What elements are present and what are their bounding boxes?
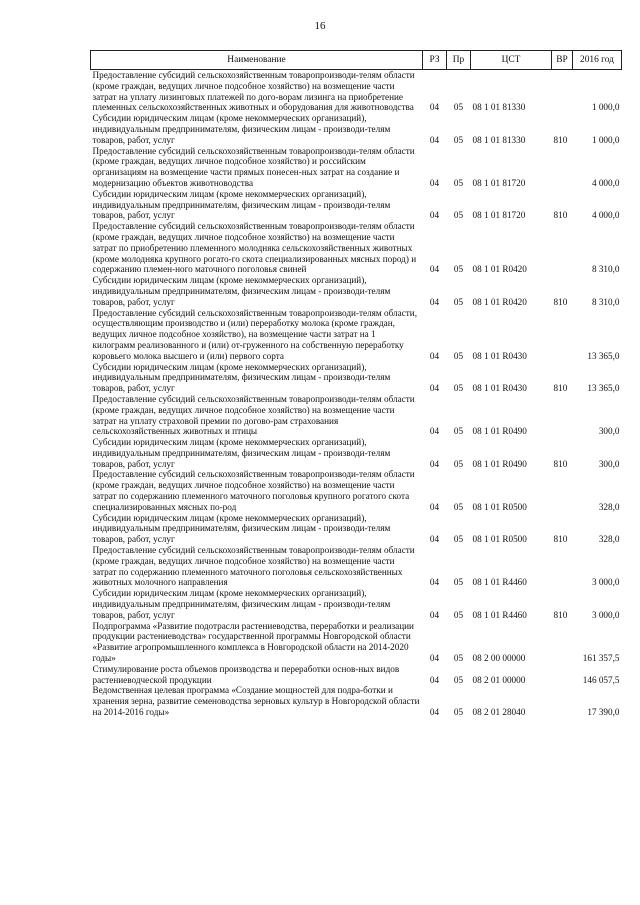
table-row [91,308,622,362]
row-cst: 08 1 01 R0430 [472,350,527,361]
row-vr [552,621,573,664]
row-vr [552,308,573,362]
row-name: Субсидии юридическим лицам (кроме некоммерческих организаций), индивидуальным предпринимателям, физическим лицам - производи-телям товаров, работ, услуг [92,113,391,145]
table-row [91,362,622,394]
row-cst: 08 1 01 R0490 [472,426,527,437]
row-cst: 08 1 01 81720 [472,177,526,188]
row-amount: 13 365,0 [587,350,620,361]
row-vr [552,70,573,114]
row-rz: 04 [429,674,440,685]
table-row [91,545,622,588]
row-amount: 161 357,5 [582,653,620,664]
row-rz: 04 [429,134,440,145]
header-pr: Пр [447,51,471,70]
row-cst: 08 2 01 00000 [472,674,526,685]
row-amount: 300,0 [598,458,620,469]
row-rz: 04 [429,534,440,545]
row-cst: 08 1 01 R0490 [472,458,527,469]
row-cst: 08 1 01 R0430 [472,383,527,394]
row-vr: 810 [553,609,568,620]
table-row [91,437,622,469]
row-name: Субсидии юридическим лицам (кроме некоммерческих организаций), индивидуальным предпринимателям, физическим лицам - производи-телям товаров, работ, услуг [92,275,391,307]
row-pr: 05 [453,674,464,685]
row-pr: 05 [453,177,464,188]
row-vr: 810 [553,383,568,394]
row-name: Предоставление субсидий сельскохозяйственным товаропроизводи-телям области (кроме граждан, ведущих личное подсобное хозяйство) на возмещение части затрат по приобретению племенного молодняка сельскохозяйственных животных (кроме молодняка крупного рогато-го скота специализированных мясных пород) и содержанию племен-ного маточного поголовья свиней [92,221,417,275]
row-name: Предоставление субсидий сельскохозяйственным товаропроизводи-телям области (кроме граждан, ведущих личное подсобное хозяйство) и российским организациям на возмещение части прямых понесен-ных затрат на создание и модернизацию объектов животноводства [92,145,415,188]
row-name: Стимулирование роста объемов производства и переработки основ-ных видов растениеводческой продукции [92,663,400,685]
row-cst: 08 1 01 R0500 [472,501,527,512]
row-pr: 05 [453,102,464,113]
row-name: Субсидии юридическим лицам (кроме некоммерческих организаций), индивидуальным предпринимателям, физическим лицам - производи-телям товаров, работ, услуг [92,361,391,394]
row-rz: 04 [429,707,440,718]
row-name: Ведомственная целевая программа «Создание мощностей для подра-ботки и хранения зерна, развитие семеноводства зерновых культур в Новгородской области на 2014-2016 годы» [92,685,420,718]
row-pr: 05 [453,577,464,588]
table-row [91,189,622,221]
row-amount: 3 000,0 [591,577,620,588]
row-name: Субсидии юридическим лицам (кроме некоммерческих организаций), индивидуальным предпринимателям, физическим лицам - производи-телям товаров, работ, услуг [92,188,391,221]
header-vr: ВР [552,51,573,70]
row-pr: 05 [453,501,464,512]
row-rz: 04 [429,350,440,361]
row-vr [552,394,573,437]
row-cst: 08 1 01 R4460 [472,609,527,620]
row-rz: 04 [429,609,440,620]
row-name: Субсидии юридическим лицам (кроме некоммерческих организаций), индивидуальным предпринимателям, физическим лицам - производи-телям товаров, работ, услуг [92,512,391,545]
table-row [91,275,622,307]
row-cst: 08 2 01 28040 [472,707,526,718]
header-name: Наименование [91,51,423,70]
row-pr: 05 [453,426,464,437]
table-header-row [91,51,622,70]
row-amount: 1 000,0 [591,134,620,145]
row-vr: 810 [553,534,568,545]
row-amount: 3 000,0 [591,609,620,620]
row-name: Субсидии юридическим лицам (кроме некоммерческих организаций), индивидуальным предпринимателям, физическим лицам - производи-телям товаров, работ, услуг [92,588,391,620]
row-amount: 13 365,0 [587,383,620,394]
table-row [91,588,622,620]
row-rz: 04 [429,177,440,188]
table-row [91,621,622,664]
header-amount: 2016 год [573,51,622,70]
row-vr [552,664,573,686]
row-cst: 08 1 01 R0420 [472,296,527,307]
header-rz: РЗ [423,51,447,70]
table-row [91,146,622,189]
row-vr: 810 [553,134,568,145]
row-vr: 810 [553,458,568,469]
row-name: Подпрограмма «Развитие подотрасли растениеводства, переработки и реализации продукции растениеводства» государственной программы Новгородской области «Развитие агропромышленного комплекса в Новгородской области на 2014-2020 годы» [92,620,414,664]
row-amount: 17 390,0 [587,707,620,718]
row-pr: 05 [453,264,464,275]
row-rz: 04 [429,426,440,437]
row-amount: 300,0 [598,426,620,437]
row-pr: 05 [453,350,464,361]
row-pr: 05 [453,707,464,718]
row-rz: 04 [429,653,440,664]
row-rz: 04 [429,264,440,275]
row-cst: 08 1 01 R0500 [472,534,527,545]
row-pr: 05 [453,534,464,545]
row-cst: 08 1 01 81720 [472,210,526,221]
row-name: Предоставление субсидий сельскохозяйственным товаропроизводи-телям области, осуществляющим производство и (или) переработку молока (кроме граждан, ведущих личное подсобное хозяйство), на возмещение части затрат на 1 килограмм реализованного и (или) от-груженного на собственную переработку коровьего молока высшего и (или) первого сорта [92,307,418,361]
page-number: 16 [314,20,326,32]
table-row [91,70,622,114]
row-name: Предоставление субсидий сельскохозяйственным товаропроизводи-телям области (кроме граждан, ведущих личное подсобное хозяйство) на возмещение части затрат по содержанию племенного маточного поголовья сельскохозяйственных животных молочного направления [92,545,415,588]
row-rz: 04 [429,501,440,512]
row-amount: 328,0 [598,534,620,545]
row-cst: 08 1 01 81330 [472,134,526,145]
table-row [91,221,622,275]
row-pr: 05 [453,383,464,394]
row-amount: 8 310,0 [591,264,620,275]
row-pr: 05 [453,134,464,145]
row-rz: 04 [429,296,440,307]
row-pr: 05 [453,609,464,620]
table-row [91,113,622,145]
budget-table [90,50,622,718]
row-vr [552,469,573,512]
row-name: Предоставление субсидий сельскохозяйственным товаропроизводи-телям области (кроме граждан, ведущих личное подсобное хозяйство) на возмещение части затрат по содержанию племенного маточного поголовья крупного рогатого скота специализированных мясных по-род [92,469,415,512]
row-amount: 146 057,5 [582,674,620,685]
row-cst: 08 1 01 R0420 [472,264,527,275]
row-pr: 05 [453,210,464,221]
row-vr [552,146,573,189]
row-cst: 08 1 01 81330 [472,102,526,113]
row-vr [552,545,573,588]
row-cst: 08 2 00 00000 [472,653,526,664]
row-rz: 04 [429,210,440,221]
row-amount: 4 000,0 [591,210,620,221]
row-rz: 04 [429,577,440,588]
row-vr [552,685,573,717]
table-body [91,70,622,718]
row-pr: 05 [453,653,464,664]
row-pr: 05 [453,458,464,469]
row-amount: 328,0 [598,501,620,512]
row-amount: 1 000,0 [591,102,620,113]
row-rz: 04 [429,458,440,469]
row-vr: 810 [553,210,568,221]
row-name: Субсидии юридическим лицам (кроме некоммерческих организаций), индивидуальным предпринимателям, физическим лицам - производи-телям товаров, работ, услуг [92,437,391,469]
table-row [91,664,622,686]
table-row [91,685,622,717]
table-row [91,394,622,437]
row-vr: 810 [553,296,568,307]
row-name: Предоставление субсидий сельскохозяйственным товаропроизводи-телям области (кроме граждан, ведущих личное подсобное хозяйство) на возмещение части затрат на уплату страховой премии по догово-рам страхования сельскохозяйственных животных и птицы [92,393,415,437]
row-name: Предоставление субсидий сельскохозяйственным товаропроизводи-телям области (кроме граждан, ведущих личное подсобное хозяйство) на возмещение части затрат на уплату лизинговых платежей по дого-ворам лизинга на приобретение племенных сельскохозяйственных животных и оборудования для животноводства [92,70,415,113]
row-cst: 08 1 01 R4460 [472,577,527,588]
row-amount: 4 000,0 [591,177,620,188]
row-vr [552,221,573,275]
row-rz: 04 [429,383,440,394]
header-cst: ЦСТ [471,51,552,70]
table-row [91,469,622,512]
row-amount: 8 310,0 [591,296,620,307]
row-rz: 04 [429,102,440,113]
table-row [91,513,622,545]
row-pr: 05 [453,296,464,307]
